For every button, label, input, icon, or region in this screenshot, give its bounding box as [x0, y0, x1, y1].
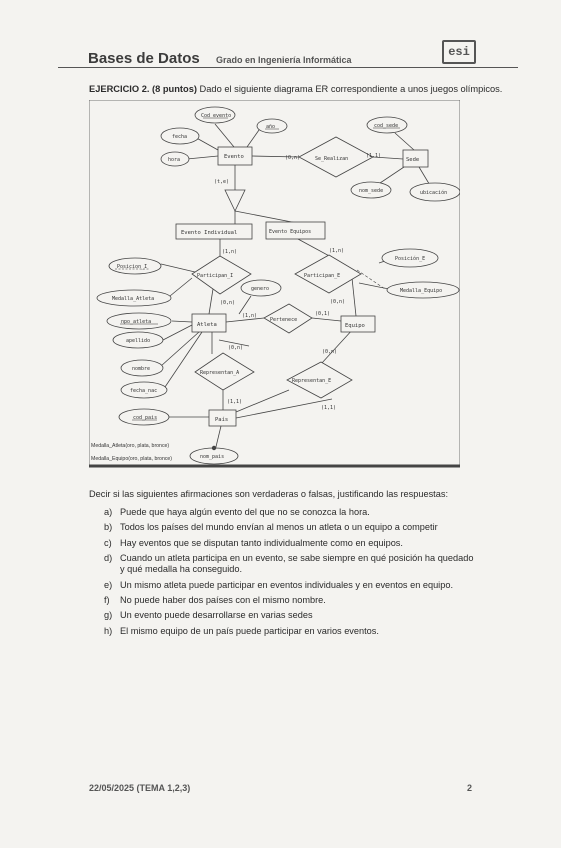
exercise-label: EJERCICIO 2. (8 puntos) [89, 84, 197, 94]
attr-medalla-atleta: Medalla_Atleta [112, 296, 155, 302]
item-marker: f) [104, 594, 110, 605]
attr-cod-evento: Cod evento [201, 113, 232, 119]
item-marker: c) [104, 537, 112, 548]
attr-nombre: nombre [132, 366, 151, 372]
list-item [104, 626, 473, 638]
item-marker: h) [104, 625, 113, 636]
card-representan-e-pais: (1,1) [321, 405, 337, 411]
item-text: Cuando un atleta participa en un evento, se sabe siempre en qué posición ha quedado [120, 552, 474, 563]
attr-fecha: fecha [172, 134, 188, 140]
item-marker: g) [104, 610, 113, 621]
attr-posicion-e: Posición_E [395, 256, 426, 262]
header-rule [58, 67, 518, 68]
question-text: Decir si las siguientes afirmaciones son verdaderas o falsas, justificando las respuestas: [89, 489, 448, 499]
attr-hora: hora [168, 157, 181, 163]
rel-pertenece: Pertenece [270, 317, 298, 323]
card-participan-i-atleta: (0,n) [220, 300, 236, 306]
attr-fecha-nac: fecha_nac [130, 388, 158, 394]
attr-anio: año [266, 124, 276, 130]
card-participan-i-top: (1,n) [222, 249, 238, 255]
esi-logo: esi [442, 40, 476, 64]
list-item [104, 595, 473, 607]
footer-date: 22/05/2025 (TEMA 1,2,3) [89, 783, 191, 793]
entity-evento-individual: Evento Individual [181, 230, 238, 236]
attr-npo-atleta: npo_atleta [121, 319, 152, 325]
card-representan-a-pais: (1,1) [227, 399, 243, 405]
item-text: No puede haber dos países con el mismo nombre. [120, 594, 326, 605]
attr-posicion-i: Posicion_I [117, 264, 148, 270]
card-se-realizan-sede: (1,1) [366, 153, 382, 159]
item-text-continued: y qué medalla ha conseguido. [120, 564, 243, 575]
page-number: 2 [467, 783, 473, 793]
entity-sede: Sede [406, 157, 420, 163]
list-item [104, 610, 473, 622]
list-item [104, 580, 473, 592]
legend-medalla-atleta: Medalla_Atleta(oro, plata, bronce) [91, 443, 170, 449]
attr-cod-sede: cod_sede [374, 123, 399, 129]
item-marker: e) [104, 579, 113, 590]
card-pertenece-equipo: (0,1) [315, 311, 331, 317]
statement-list [104, 507, 473, 641]
item-text: Un evento puede desarrollarse en varias sedes [120, 610, 313, 621]
attr-apellido: apellido [126, 338, 151, 344]
item-marker: d) [104, 552, 113, 563]
entity-evento: Evento [224, 154, 244, 160]
rel-participan-e: Participan_E [304, 273, 341, 279]
item-text: El mismo equipo de un país puede participar en varios eventos. [120, 625, 379, 636]
attr-ubicacion: ubicación [420, 190, 448, 196]
er-diagram [89, 100, 460, 468]
item-marker: a) [104, 507, 113, 517]
card-representan-a-atleta: (0,n) [228, 345, 244, 351]
list-item [104, 522, 473, 534]
attr-nom-pais: nom_pais [200, 454, 225, 460]
exercise-statement [89, 84, 502, 94]
item-text: Un mismo atleta puede participar en eventos individuales y en eventos en equipo. [120, 579, 453, 590]
exercise-text: Dado el siguiente diagrama ER correspondiente a unos juegos olímpicos. [196, 84, 503, 94]
entity-evento-equipos: Evento Equipos [269, 229, 312, 235]
item-marker: b) [104, 522, 113, 533]
rel-participan-i: Participan_I [197, 273, 234, 279]
card-pertenece-atleta: (1,n) [242, 313, 258, 319]
item-text: Puede que haya algún evento del que no se conozca la hora. [120, 507, 370, 517]
attr-medalla-equipo: Medalla_Equipo [400, 288, 443, 294]
card-representan-e-equipo: (0,n) [322, 349, 338, 355]
legend-medalla-equipo: Medalla_Equipo(oro, plata, bronce) [91, 456, 173, 462]
item-text: Todos los países del mundo envían al menos un atleta o un equipo a competir [120, 522, 438, 533]
attr-nom-sede: nom_sede [359, 188, 384, 194]
rel-representan-e: Representan_E [292, 378, 332, 384]
entity-equipo: Equipo [345, 323, 365, 329]
card-participan-e-equipo: (0,n) [330, 299, 346, 305]
rel-se-realizan: Se_Realizan [315, 156, 349, 162]
list-item [104, 538, 473, 550]
entity-atleta: Atleta [197, 322, 217, 328]
attr-cod-pais: cod_pais [133, 415, 158, 421]
degree-name: Grado en Ingeniería Informática [216, 55, 352, 65]
card-participan-e-top: (1,n) [329, 248, 345, 254]
attr-genero: genero [251, 286, 270, 292]
card-se-realizan-evento: (0,n) [285, 155, 301, 161]
list-item [104, 507, 473, 519]
list-item [104, 553, 473, 576]
item-text: Hay eventos que se disputan tanto individualmente como en equipos. [120, 537, 403, 548]
rel-representan-a: Representan_A [200, 370, 240, 376]
course-title: Bases de Datos [88, 50, 200, 67]
card-hierarchy: (t,e) [214, 179, 230, 185]
entity-pais: País [215, 417, 229, 423]
